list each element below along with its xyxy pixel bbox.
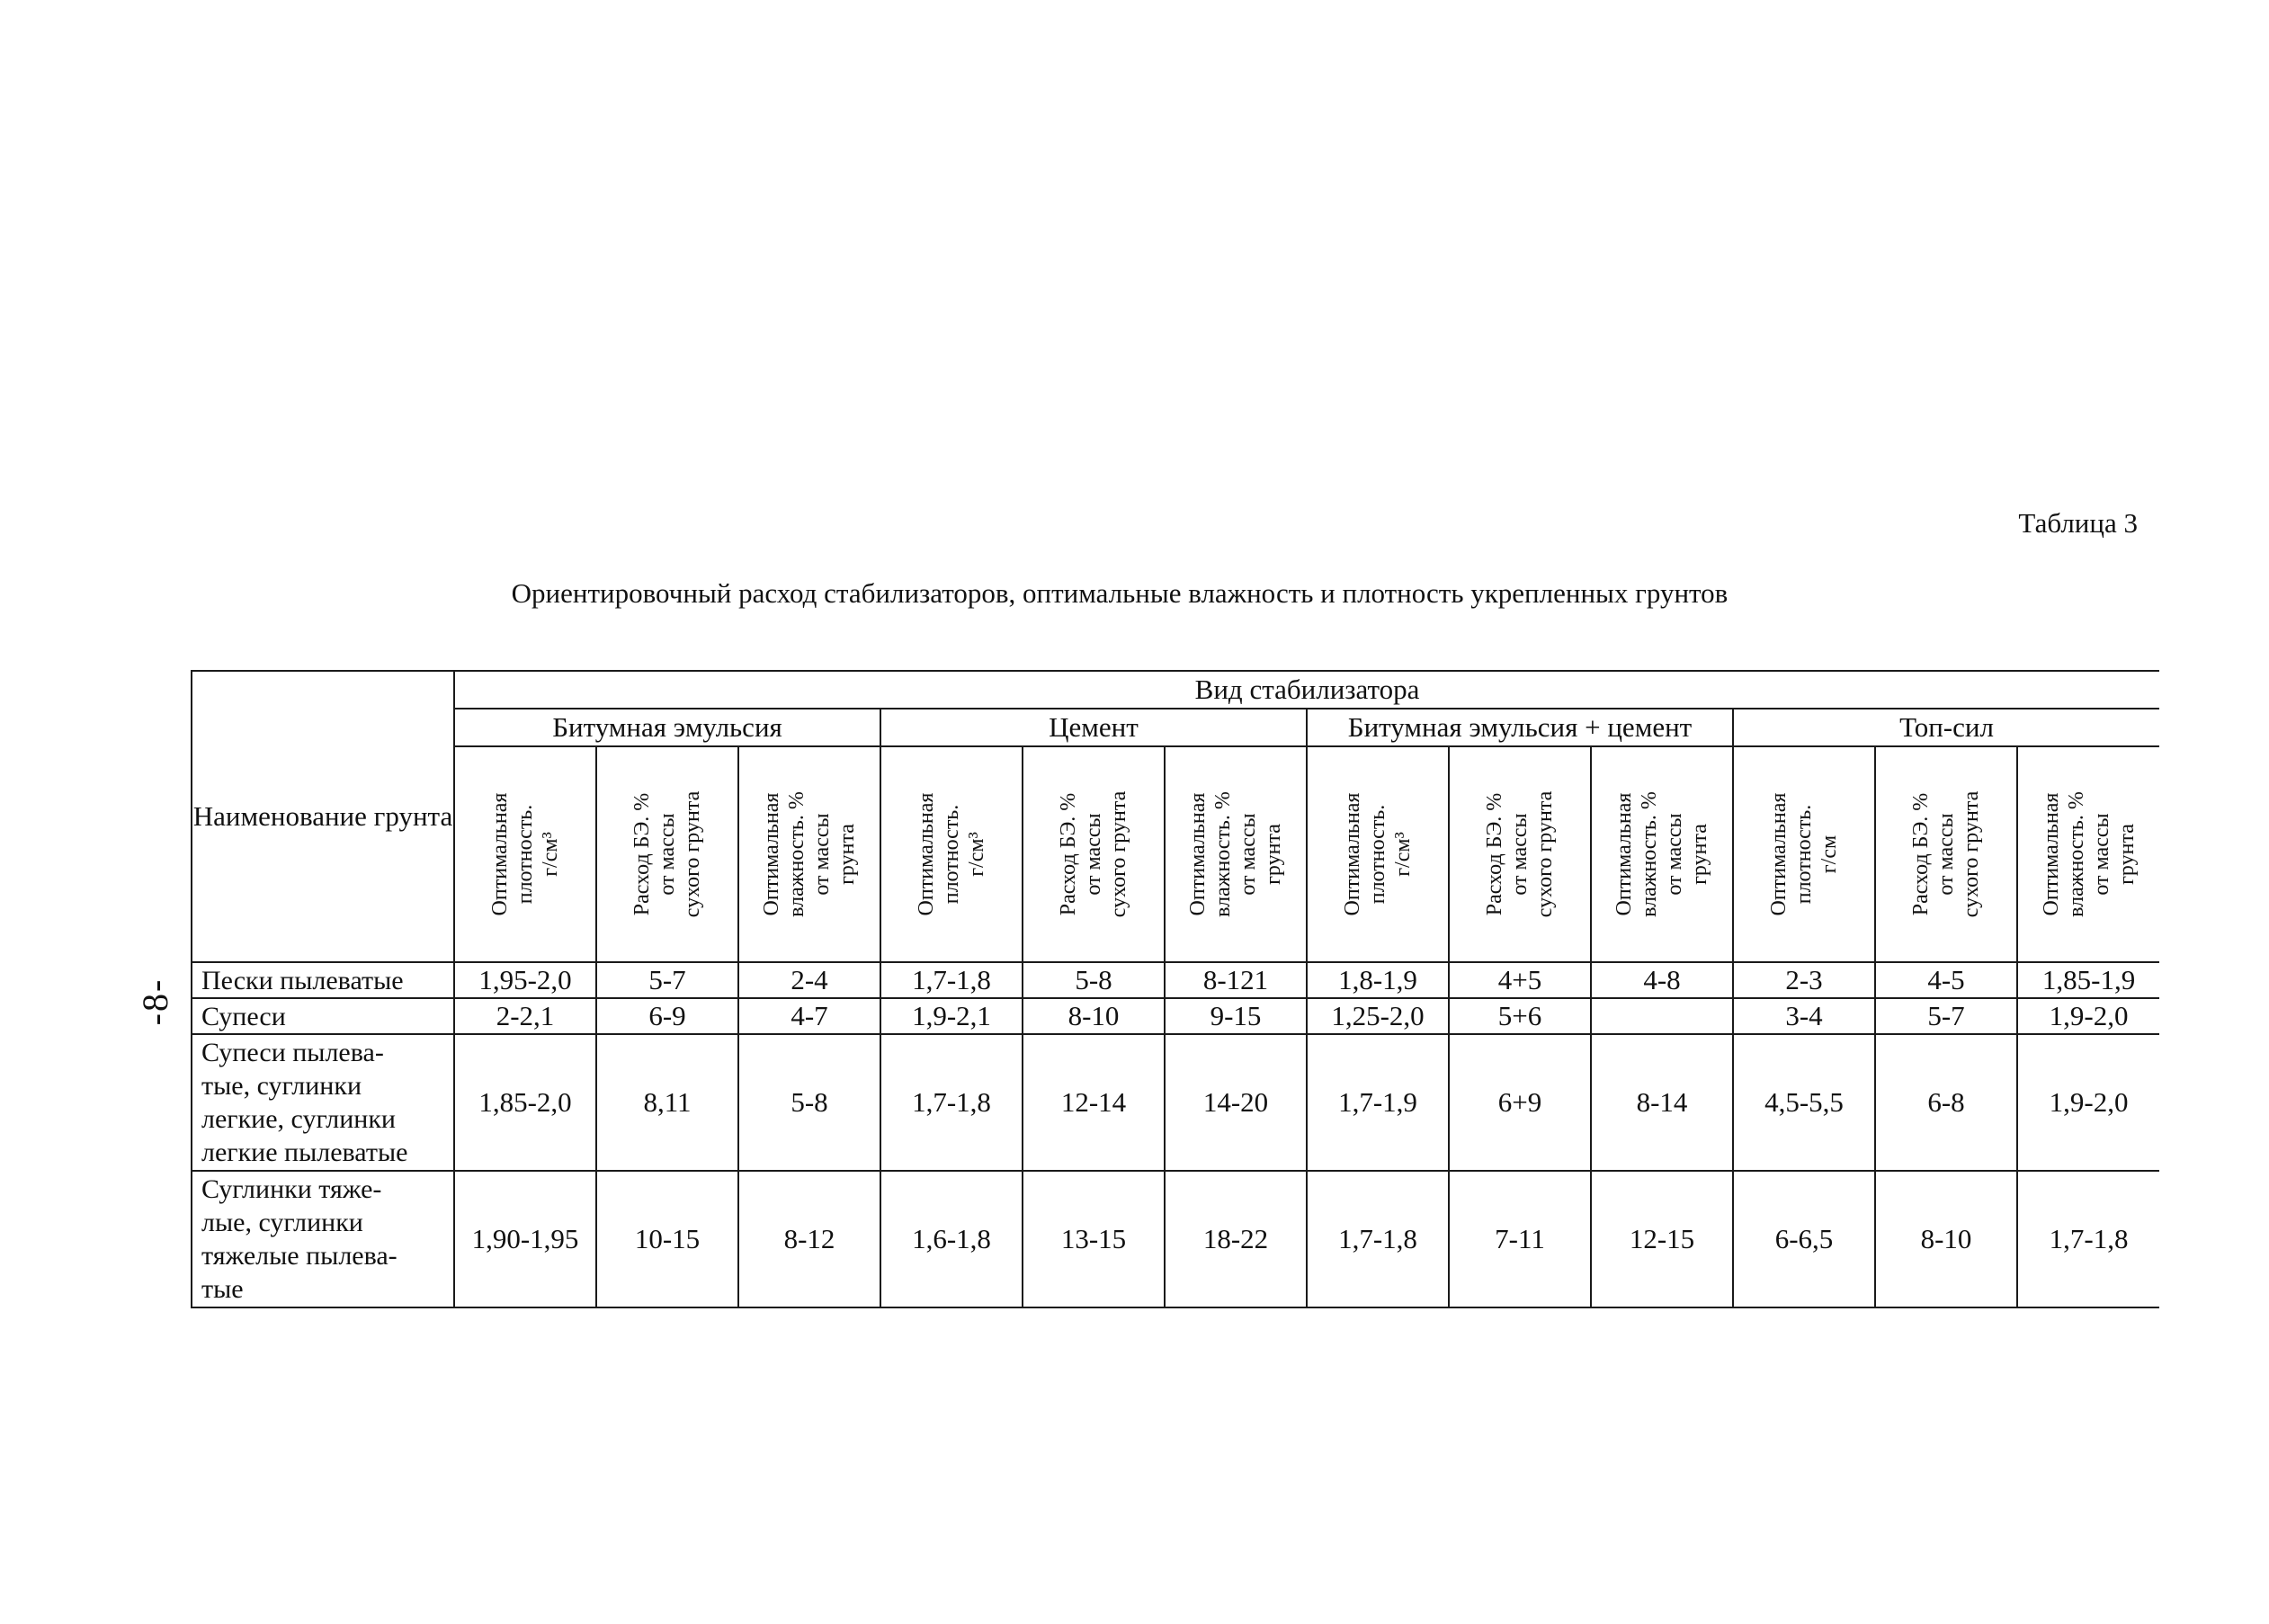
- table-cell: [1591, 998, 1733, 1034]
- table-cell: 1,25-2,0: [1307, 998, 1449, 1034]
- table-cell: 8-14: [1591, 1034, 1733, 1171]
- table-cell: 4-7: [738, 998, 880, 1034]
- table-cell: 8-12: [738, 1171, 880, 1307]
- table-cell: 1,9-2,1: [880, 998, 1023, 1034]
- table-cell: 12-15: [1591, 1171, 1733, 1307]
- table-cell: 1,85-1,9: [2017, 962, 2159, 998]
- stabilizer-table: [191, 670, 2159, 1308]
- table-cell: 8,11: [596, 1034, 738, 1171]
- table-cell: 1,7-1,9: [1307, 1034, 1449, 1171]
- header-stabilizer-type: Вид стабилизатора: [454, 671, 2159, 709]
- row-soil-name: Пески пылеватые: [192, 962, 454, 998]
- table-cell: 18-22: [1165, 1171, 1307, 1307]
- table-cell: 4,5-5,5: [1733, 1034, 1875, 1171]
- table-cell: 1,8-1,9: [1307, 962, 1449, 998]
- header-row-stabilizer: [192, 671, 2159, 709]
- table-cell: 5-8: [738, 1034, 880, 1171]
- table-cell: 1,95-2,0: [454, 962, 596, 998]
- table-cell: 2-2,1: [454, 998, 596, 1034]
- subcolumn-header: Расход БЭ. % от массы сухого грунта: [1023, 746, 1165, 962]
- table-cell: 4+5: [1449, 962, 1591, 998]
- table-cell: 6-6,5: [1733, 1171, 1875, 1307]
- table-cell: 1,7-1,8: [880, 962, 1023, 998]
- table-cell: 1,9-2,0: [2017, 1034, 2159, 1171]
- table-cell: 1,6-1,8: [880, 1171, 1023, 1307]
- table-row: [192, 1171, 2159, 1307]
- subcolumn-header: Оптимальная влажность. % от массы грунта: [738, 746, 880, 962]
- row-soil-name: Суглинки тяже- лые, суглинки тяжелые пылева- тые: [192, 1171, 454, 1307]
- subcolumn-header: Расход БЭ. % от массы сухого грунта: [596, 746, 738, 962]
- group-cement: Цемент: [880, 709, 1307, 746]
- table-cell: 4-8: [1591, 962, 1733, 998]
- table-cell: 1,7-1,8: [2017, 1171, 2159, 1307]
- table-number-label: Таблица 3: [2018, 507, 2138, 539]
- group-top-sil: Топ-сил: [1733, 709, 2159, 746]
- subcolumn-header: Оптимальная влажность. % от массы грунта: [2017, 746, 2159, 962]
- table-title: Ориентировочный расход стабилизаторов, оптимальные влажность и плотность укрепленных грунтов: [511, 577, 1729, 609]
- table-cell: 6+9: [1449, 1034, 1591, 1171]
- table-cell: 5-8: [1023, 962, 1165, 998]
- table-cell: 14-20: [1165, 1034, 1307, 1171]
- table-cell: 1,7-1,8: [1307, 1171, 1449, 1307]
- table-cell: 2-3: [1733, 962, 1875, 998]
- table-cell: 8-10: [1023, 998, 1165, 1034]
- header-row-groups: [192, 709, 2159, 746]
- row-soil-name: Супеси: [192, 998, 454, 1034]
- table-cell: 8-121: [1165, 962, 1307, 998]
- table-cell: 1,90-1,95: [454, 1171, 596, 1307]
- header-soil-name: Наименование грунта: [192, 671, 454, 962]
- table-cell: 12-14: [1023, 1034, 1165, 1171]
- table-cell: 6-9: [596, 998, 738, 1034]
- subcolumn-header: Расход БЭ. % от массы сухого грунта: [1449, 746, 1591, 962]
- table-cell: 5-7: [596, 962, 738, 998]
- table-cell: 1,7-1,8: [880, 1034, 1023, 1171]
- table-cell: 8-10: [1875, 1171, 2017, 1307]
- table-cell: 5-7: [1875, 998, 2017, 1034]
- subcolumn-header: Оптимальная плотность. г/см³: [1307, 746, 1449, 962]
- table-row: [192, 998, 2159, 1034]
- table-cell: 1,85-2,0: [454, 1034, 596, 1171]
- group-bitumen-emulsion: Битумная эмульсия: [454, 709, 880, 746]
- table-row: [192, 962, 2159, 998]
- table-cell: 1,9-2,0: [2017, 998, 2159, 1034]
- table-cell: 7-11: [1449, 1171, 1591, 1307]
- table-cell: 2-4: [738, 962, 880, 998]
- table-cell: 9-15: [1165, 998, 1307, 1034]
- subcolumn-header: Оптимальная влажность. % от массы грунта: [1591, 746, 1733, 962]
- table-cell: 10-15: [596, 1171, 738, 1307]
- group-emulsion-plus-cement: Битумная эмульсия + цемент: [1307, 709, 1733, 746]
- subcolumn-header: Оптимальная плотность. г/см³: [880, 746, 1023, 962]
- header-row-subcolumns: [192, 746, 2159, 962]
- page-number: -8-: [134, 977, 175, 1026]
- subcolumn-header: Оптимальная влажность. % от массы грунта: [1165, 746, 1307, 962]
- table-cell: 6-8: [1875, 1034, 2017, 1171]
- table-row: [192, 1034, 2159, 1171]
- subcolumn-header: Оптимальная плотность. г/см: [1733, 746, 1875, 962]
- table-cell: 13-15: [1023, 1171, 1165, 1307]
- table-cell: 5+6: [1449, 998, 1591, 1034]
- subcolumn-header: Оптимальная плотность. г/см³: [454, 746, 596, 962]
- table-cell: 3-4: [1733, 998, 1875, 1034]
- table-cell: 4-5: [1875, 962, 2017, 998]
- subcolumn-header: Расход БЭ. % от массы сухого грунта: [1875, 746, 2017, 962]
- row-soil-name: Супеси пылева- тые, суглинки легкие, суглинки легкие пылеватые: [192, 1034, 454, 1171]
